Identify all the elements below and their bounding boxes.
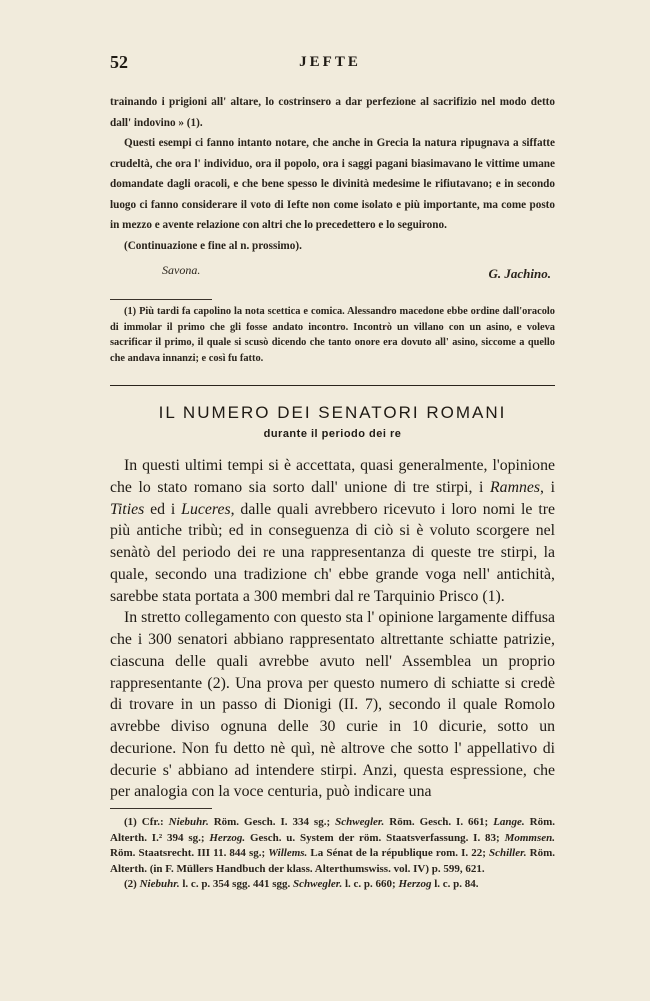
- text-run: ed i: [144, 500, 182, 518]
- footnote-divider: [110, 299, 212, 300]
- previous-article-ending: [110, 92, 555, 284]
- article-title: IL NUMERO DEI SENATORI ROMANI: [158, 403, 507, 422]
- tribe-name: Ramnes: [490, 478, 541, 496]
- author-name: Lange.: [493, 816, 525, 828]
- author-name: Schiller.: [488, 847, 527, 859]
- text-run: La Sénat de la république rom. I. 22;: [307, 847, 489, 859]
- footnote-text: (1) Più tardi fa capolino la nota scettica e comica. Alessandro macedone ebbe ordine dall'oracolo di immolar il primo che gli fosse andato incontro. Incontrò un villano con un asino, e voleva sacrificar il primo, il quale si scusò dicendo che tanto onore era dovuto all' asino, siccome a quello che andava innanzi; e così fu fatto.: [110, 306, 555, 364]
- article-subtitle: durante il periodo dei re: [263, 428, 402, 440]
- text-run: Röm. Gesch. I. 661;: [384, 816, 494, 828]
- footnote-divider: [110, 808, 212, 809]
- author-name: Schwegler.: [335, 816, 385, 828]
- paragraph: In stretto collegamento con questo sta l' opinione largamente diffusa che i 300 senatori abbiano rappresentato altrettante schiatte patrizie, ciascuna delle quali avrebbe avuto nell' Assemblea un proprio rappresentante (2). Una prova per questo numero di schiatte si credè di trovare in un passo di Dionigi (II. 7), secondo il quale Romolo avrebbe diviso ognuna delle 30 curie in 10 dicurie, sotto un decurione. Non fu detto nè quì, nè altrove che sotto l' appellativo di decurie s' abbiano ad intendere stirpi. Anzi, questa espressione, che per analogia con la voce centuria, può indicare una: [110, 609, 555, 801]
- signature-row: [110, 260, 555, 284]
- text-run: l. c. p. 354 sgg. 441 sgg.: [179, 878, 293, 890]
- text-run: Röm. Alterth. (in F. Müllers Handbuch der klass. Alterthumswiss. vol. IV) p. 599, 621.: [110, 847, 555, 875]
- continuation-note: (Continuazione e fine al n. prossimo).: [124, 239, 302, 252]
- text-run: , i: [540, 478, 555, 496]
- paragraph: Questi esempi ci fanno intanto notare, che anche in Grecia la natura ripugnava a siffatte crudeltà, che ora l' individuo, ora il popolo, ora i saggi pagani biasimavano le vittime umane domandate dagli oracoli, e che bene spesso le divinità medesime le rifiutavano; e in secondo luogo ci fanno considerare il voto di Iefte non come isolato e più importante, ma come posto in mezzo e avente relazione con altri che lo precedettero e lo seguirono.: [110, 137, 555, 231]
- author-name: Herzog.: [209, 831, 246, 844]
- running-title: JEFTE: [299, 54, 361, 70]
- footnote-text: [110, 877, 555, 893]
- author-name: Mommsen.: [504, 831, 555, 844]
- paragraph: trainando i prigioni all' altare, lo costrinsero a dar perfezione al sacrifizio nel modo detto dall' indovino » (1).: [110, 96, 555, 129]
- section-divider: [110, 385, 555, 386]
- author-name: Niebuhr.: [139, 878, 180, 890]
- footnotes: [110, 815, 555, 893]
- text-run: (1) Cfr.:: [124, 816, 169, 828]
- page-number: 52: [110, 52, 128, 72]
- author-name: Schwegler.: [293, 878, 343, 890]
- text-run: Röm. Alterth. I.² 394 sg.;: [110, 816, 555, 844]
- footnote-text: [110, 815, 555, 877]
- article-body: [110, 455, 555, 803]
- author-name: Niebuhr.: [168, 816, 209, 828]
- text-run: In questi ultimi tempi si è accettata, quasi generalmente, l'opinione che lo stato romano sia sorto dall' unione di tre stirpi, i: [110, 457, 555, 496]
- running-head: [110, 52, 550, 74]
- text-run: Gesch. u. System der röm. Staatsverfassung. I. 83;: [245, 831, 505, 844]
- text-run: (2): [124, 878, 140, 890]
- signature-place: Savona.: [162, 263, 201, 277]
- text-run: , dalle quali avrebbero ricevuto i loro nomi le tre più antiche tribù; ed in conseguenza di ciò si è voluto scorgere nel senàtò del periodo dei re una rappresentanza di queste tre stirpi, la quale, secondo una tradizione ch' ebbe grande voga nell' antichità, sarebbe stata portata a 300 membri dal re Tarquinio Prisco (1).: [110, 500, 555, 605]
- footnote: [110, 304, 555, 366]
- author-name: Herzog: [398, 878, 432, 890]
- signature-author: G. Jachino.: [488, 266, 551, 281]
- author-name: Willems.: [268, 847, 308, 859]
- text-run: l. c. p. 84.: [431, 878, 479, 890]
- text-run: Röm. Staatsrecht. III 11. 844 sg.;: [110, 847, 269, 859]
- tribe-name: Luceres: [181, 500, 231, 518]
- text-run: l. c. p. 660;: [342, 878, 399, 890]
- tribe-name: Tities: [110, 500, 145, 518]
- paragraph: [110, 455, 555, 607]
- text-run: Röm. Gesch. I. 334 sg.;: [208, 816, 336, 828]
